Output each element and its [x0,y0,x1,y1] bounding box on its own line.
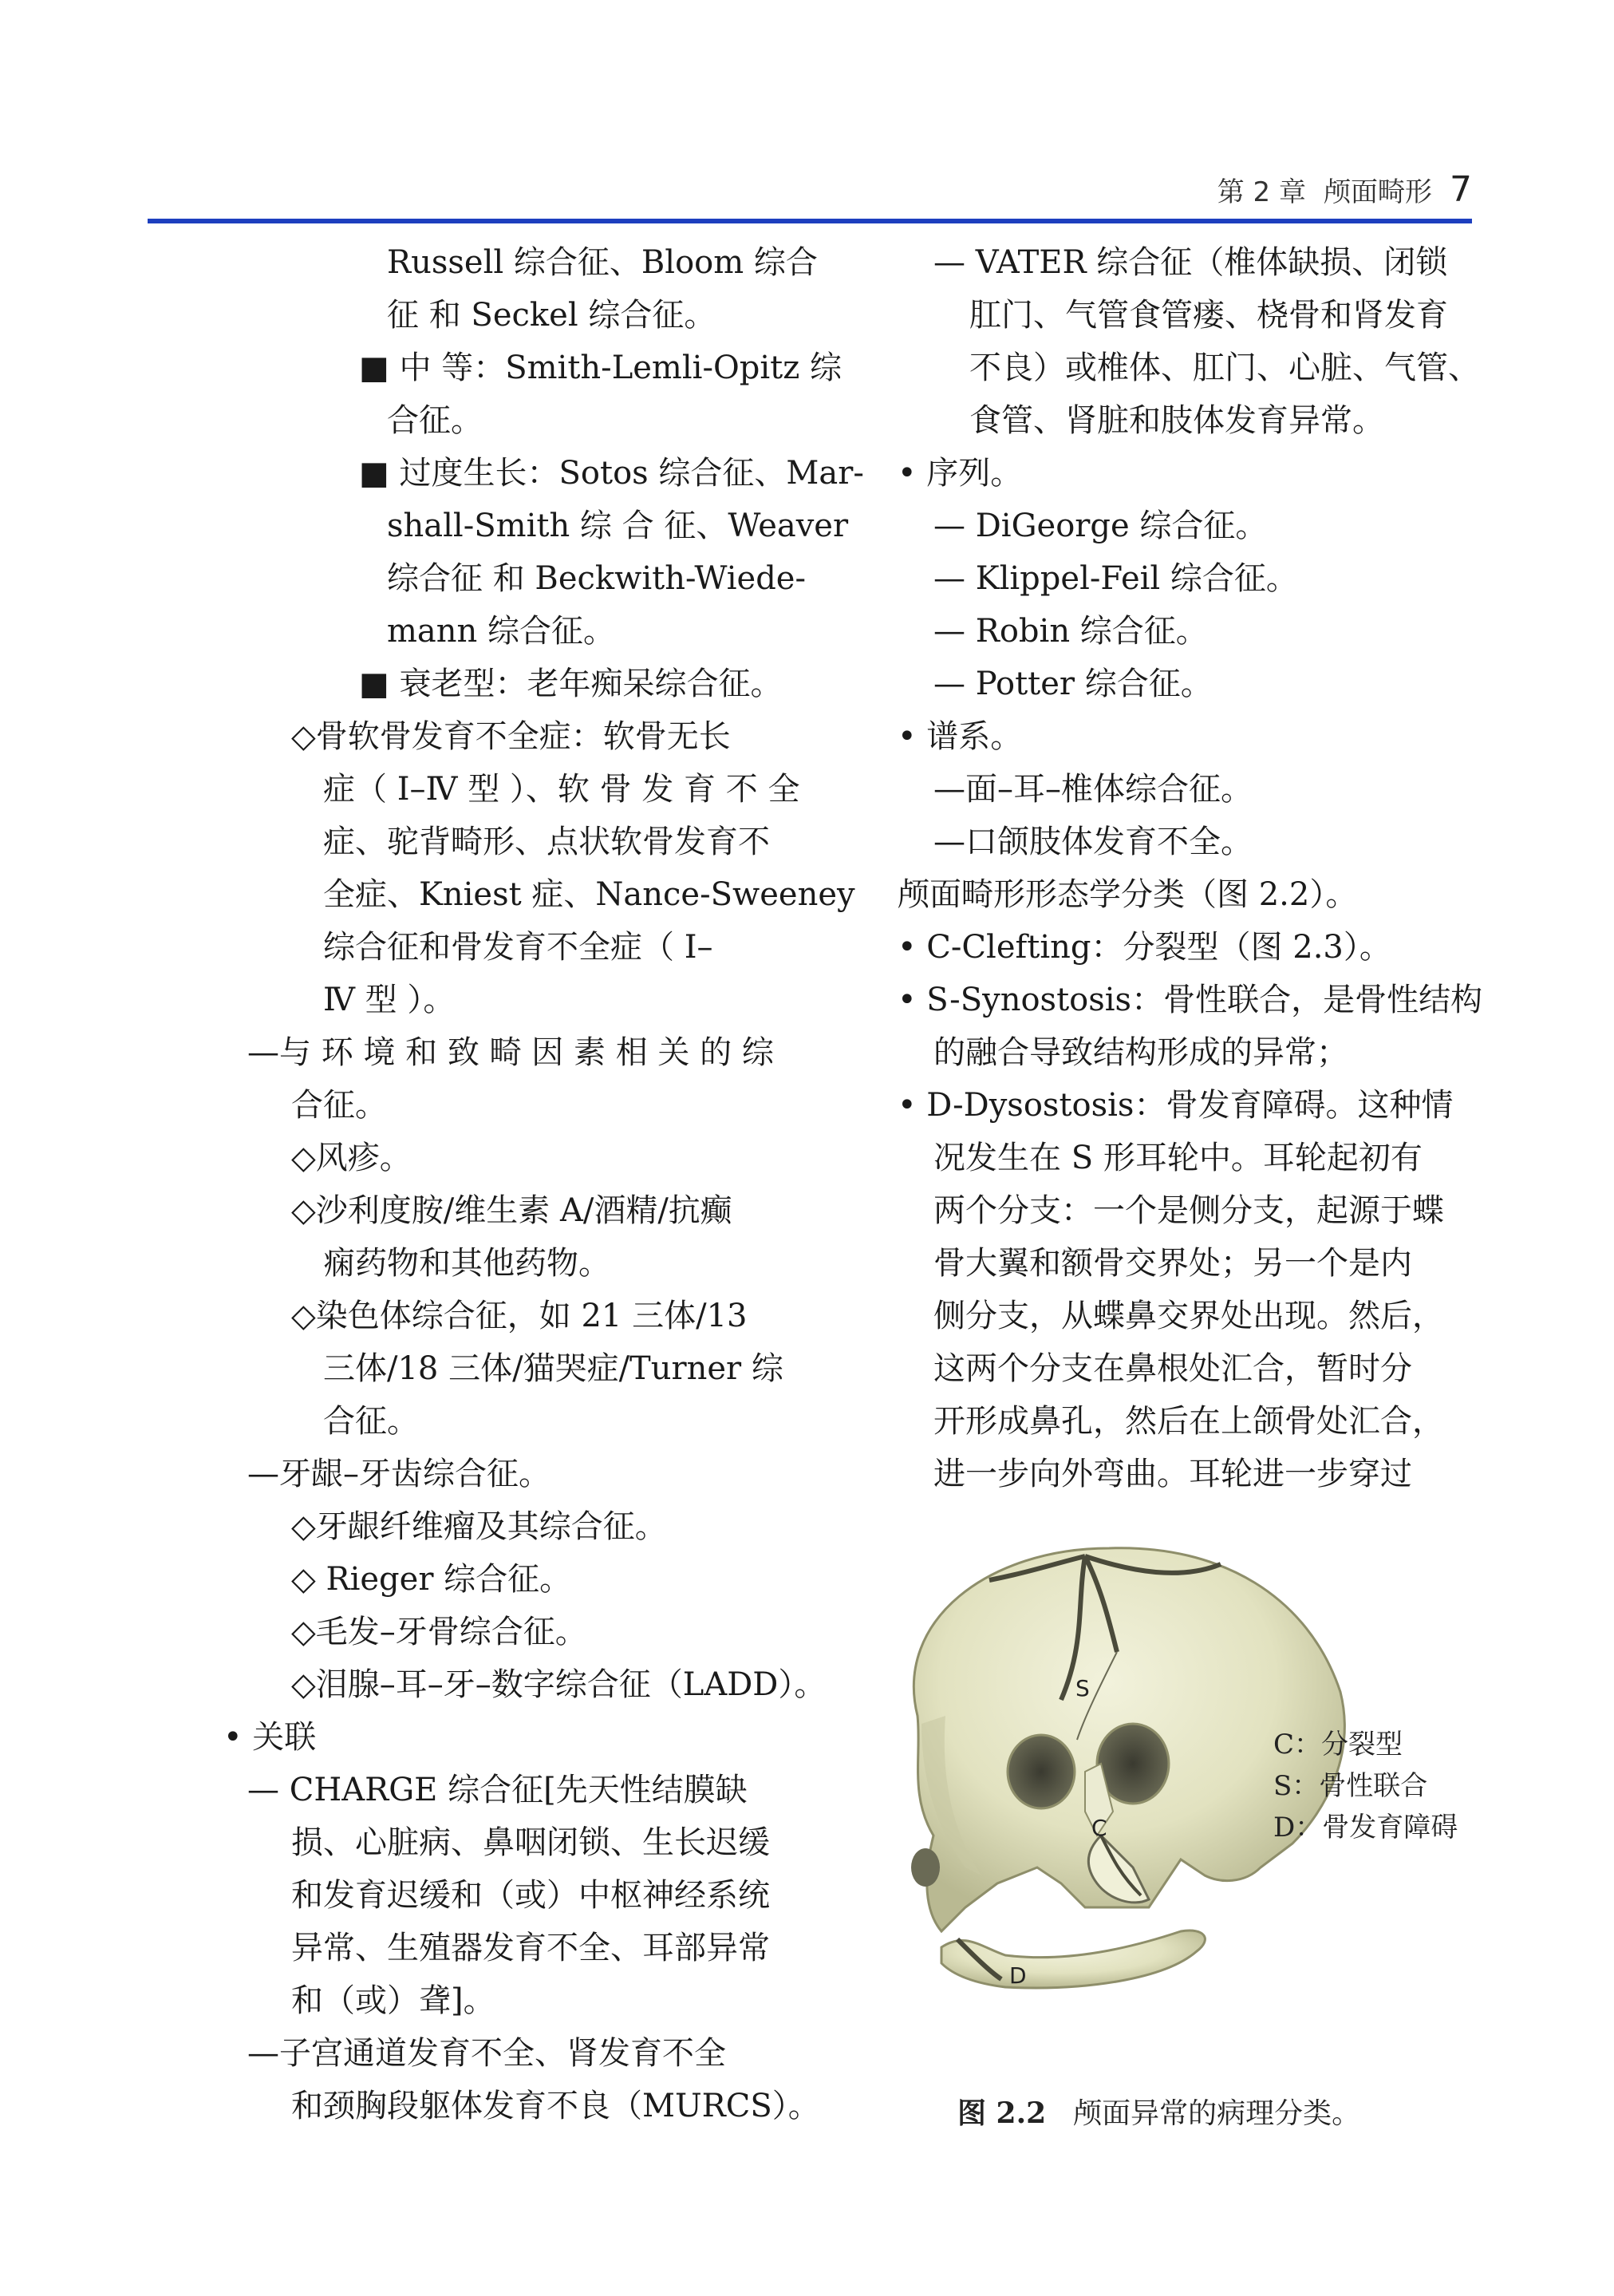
text-line: 的融合导致结构形成的异常； [933,1034,1348,1071]
text-line: — DiGeorge 综合征。 [933,508,1268,544]
text-line: 合征。 [323,1403,419,1440]
running-header [148,169,1472,219]
text-line: — Potter 综合征。 [933,666,1213,702]
text-line: ◇ Rieger 综合征。 [291,1561,572,1598]
label-d: D [1009,1962,1027,1989]
text-line: mann 综合征。 [387,613,616,650]
text-line: • C-Clefting：分裂型（图 2.3）。 [898,929,1391,966]
text-line: — Robin 综合征。 [933,613,1208,650]
right-column [898,236,1483,1500]
text-line: —与 环 境 和 致 畸 因 素 相 关 的 综 [247,1034,774,1071]
text-line: ◇骨软骨发育不全症：软骨无长 [291,718,731,755]
figure-caption [957,2091,1360,2132]
text-line: • D-Dysostosis：骨发育障碍。这种情 [898,1087,1454,1124]
chapter-title: 颅面畸形 [1324,176,1432,208]
header-text [1217,169,1472,210]
text-line: shall-Smith 综 合 征、Weaver [387,508,849,544]
text-line: 综合征和骨发育不全症（ Ⅰ– [323,929,713,966]
chapter-number: 第 2 章 [1217,176,1306,208]
text-line: 综合征 和 Beckwith-Wiede- [387,560,806,597]
label-s: S [1075,1675,1090,1701]
text-line: ■ 衰老型：老年痴呆综合征。 [359,666,783,702]
text-line: 这两个分支在鼻根处汇合，暂时分 [933,1350,1412,1387]
text-line: — VATER 综合征（椎体缺损、闭锁 [933,244,1448,281]
text-line: ◇染色体综合征，如 21 三体/13 [291,1298,748,1334]
text-line: — CHARGE 综合征[先天性结膜缺 [247,1772,748,1808]
text-line: 和颈胸段躯体发育不良（MURCS）。 [291,2088,820,2124]
label-c: C [1091,1815,1107,1841]
left-column [223,236,864,2132]
legend-c: C：分裂型 [1273,1729,1403,1761]
text-line: —口颌肢体发育不全。 [933,824,1253,860]
text-line: 不良）或椎体、肛门、心脏、气管、 [969,350,1480,386]
text-line: 和发育迟缓和（或）中枢神经系统 [291,1877,770,1914]
text-line: 症、驼背畸形、点状软骨发育不 [323,824,770,860]
text-line: —牙龈–牙齿综合征。 [247,1456,550,1492]
text-line: 两个分支：一个是侧分支，起源于蝶 [933,1192,1444,1229]
text-line: ■ 过度生长：Sotos 综合征、Mar- [359,455,864,492]
text-line: 和（或）聋]。 [291,1982,495,2019]
text-line: 骨大翼和额骨交界处；另一个是内 [933,1245,1412,1282]
text-line: ◇风疹。 [291,1140,412,1176]
text-line: 痫药物和其他药物。 [323,1245,610,1282]
text-line: 侧分支，从蝶鼻交界处出现。然后， [933,1298,1444,1334]
text-line: • 谱系。 [898,718,1023,755]
text-line: 进一步向外弯曲。耳轮进一步穿过 [933,1456,1412,1492]
text-line: 全症、Kniest 症、Nance-Sweeney [323,876,855,913]
text-line: 颅面畸形形态学分类（图 2.2）。 [898,876,1358,913]
text-line: • S-Synostosis：骨性联合，是骨性结构 [898,982,1483,1018]
legend-d: D：骨发育障碍 [1273,1812,1458,1844]
caption-number: 图 2.2 [957,2096,1047,2130]
text-line: ◇牙龈纤维瘤及其综合征。 [291,1508,667,1545]
text-line: Ⅳ 型 ）。 [323,982,456,1018]
text-line: • 关联 [223,1719,317,1756]
left-orbit [1008,1735,1075,1808]
text-line: 肛门、气管食管瘘、桡骨和肾发育 [969,297,1448,334]
text-line: 异常、生殖器发育不全、耳部异常 [291,1930,770,1966]
text-line: 三体/18 三体/猫哭症/Turner 综 [323,1350,783,1387]
text-line: 况发生在 S 形耳轮中。耳轮起初有 [933,1140,1423,1176]
text-line: 症（ Ⅰ–Ⅳ 型 ）、软 骨 发 育 不 全 [323,771,800,808]
text-line: —面–耳–椎体综合征。 [933,771,1253,808]
text-line: 开形成鼻孔，然后在上颌骨处汇合， [933,1403,1444,1440]
text-line: 征 和 Seckel 综合征。 [387,297,716,334]
text-line: 食管、肾脏和肢体发育异常。 [969,402,1384,439]
caption-text: 颅面异常的病理分类。 [1073,2097,1361,2130]
header-rule [148,219,1472,223]
text-line: • 序列。 [898,455,1023,492]
text-line: ◇毛发–牙骨综合征。 [291,1614,587,1650]
figure-legend [1273,1724,1458,1848]
text-line: ◇泪腺–耳–牙–数字综合征（LADD）。 [291,1666,827,1703]
text-line: 合征。 [387,402,483,439]
text-line: ◇沙利度胺/维生素 A/酒精/抗癫 [291,1192,732,1229]
text-line: 损、心脏病、鼻咽闭锁、生长迟缓 [291,1824,770,1861]
text-line: Russell 综合征、Bloom 综合 [387,244,818,281]
text-line: —子宫通道发育不全、肾发育不全 [247,2035,726,2072]
text-line: — Klippel-Feil 综合征。 [933,560,1298,597]
text-line: ■ 中 等：Smith-Lemli-Opitz 综 [359,350,843,386]
legend-s: S：骨性联合 [1273,1770,1428,1802]
page-number: 7 [1450,169,1472,210]
text-line: 合征。 [291,1087,387,1124]
